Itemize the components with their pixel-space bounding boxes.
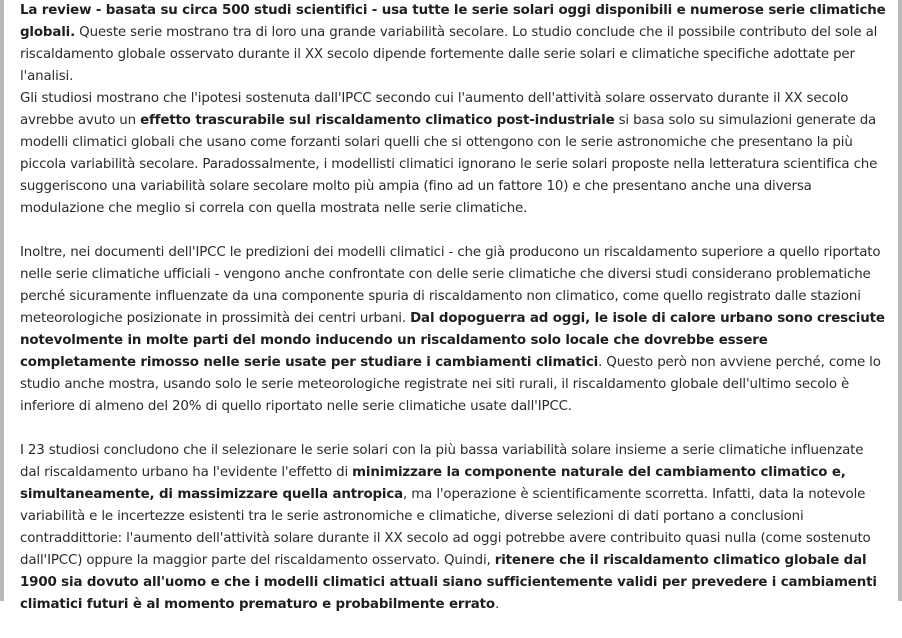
paragraph-3-bold-a: minimizzare la componente naturale del cambiamento climatico e, simultaneamente, di massimizzare quella antropica xyxy=(20,465,846,502)
paragraph-1-text-c: si basa solo su simulazioni generate da modelli climatici globali che usano come forzanti solari quelli che si ottengono con le serie astronomiche che presentano la più piccola variabilità secolare. Paradossalmente, i modellisti climatici ignorano le serie solari proposte nella letteratura scientifica che suggeriscono una variabilità solare secolare molto più ampia (fino ad un fattore 10) e che presentano anche una diversa modulazione che meglio si correla con quella mostrata nelle serie climatiche. xyxy=(20,113,878,216)
page-border-right xyxy=(898,0,902,601)
paragraph-1-bold: effetto trascurabile sul riscaldamento climatico post-industriale xyxy=(140,113,615,128)
lead-sentence: La review - basata su circa 500 studi scientifici - usa tutte le serie solari oggi disponibili e numerose serie climatiche globali. xyxy=(20,3,886,40)
paragraph-3-text-c: . xyxy=(494,597,500,612)
paragraph-2-bold: Dal dopoguerra ad oggi, le isole di calore urbano sono cresciute notevolmente in molte parti del mondo inducendo un riscaldamento solo locale che dovrebbe essere completamente rimosso nelle serie usate per studiare i cambiamenti climatici xyxy=(20,311,885,370)
page-border-left xyxy=(0,0,4,601)
paragraph-1-text-a: Queste serie mostrano tra di loro una grande variabilità secolare. Lo studio conclude che il possibile contributo del sole al riscaldamento globale osservato durante il XX secolo dipende fortemente dalle serie solari e climatiche specifiche adottate per l'analisi. xyxy=(20,25,878,84)
paragraph-2-text-b: . Questo però non avviene perché, come lo studio anche mostra, usando solo le serie meteorologiche registrate nei siti rurali, il riscaldamento globale dell'ultimo secolo è inferiore di almeno del 20% di quello riportato nelle serie climatiche usate dall'IPCC. xyxy=(20,355,881,414)
paragraph-1 xyxy=(20,0,886,220)
article-body xyxy=(20,0,886,638)
paragraph-2 xyxy=(20,242,886,418)
paragraph-2-text-a: Inoltre, nei documenti dell'IPCC le predizioni dei modelli climatici - che già producono un riscaldamento superiore a quello riportato nelle serie climatiche ufficiali - vengono anche confrontate con delle serie climatiche che diversi studi considerano problematiche perché sicuramente influenzate da una componente spuria di riscaldamento non climatico, come quello registrato dalle stazioni meteorologiche posizionate in prossimità dei centri urbani. xyxy=(20,245,881,326)
paragraph-3-bold-b: ritenere che il riscaldamento climatico globale dal 1900 sia dovuto all'uomo e che i modelli climatici attuali siano sufficientemente validi per prevedere i cambiamenti climatici futuri è al momento prematuro e probabilmente errato xyxy=(20,553,877,612)
paragraph-3-text-b: , ma l'operazione è scientificamente scorretta. Infatti, data la notevole variabilità e le incertezze esistenti tra le serie astronomiche e climatiche, diverse selezioni di dati portano a conclusioni contraddittorie: l'aumento dell'attività solare durante il XX secolo ad oggi potrebbe avere contribuito quasi nulla (come sostenuto dall'IPCC) oppure la maggior parte del riscaldamento osservato. Quindi, xyxy=(20,487,871,568)
paragraph-3-text-a: I 23 studiosi concludono che il selezionare le serie solari con la più bassa variabilità solare insieme a serie climatiche influenzate dal riscaldamento urbano ha l'evidente l'effetto di xyxy=(20,443,864,480)
paragraph-1-text-b: Gli studiosi mostrano che l'ipotesi sostenuta dall'IPCC secondo cui l'aumento dell'attività solare osservato durante il XX secolo avrebbe avuto un xyxy=(20,91,849,128)
paragraph-3 xyxy=(20,440,886,616)
